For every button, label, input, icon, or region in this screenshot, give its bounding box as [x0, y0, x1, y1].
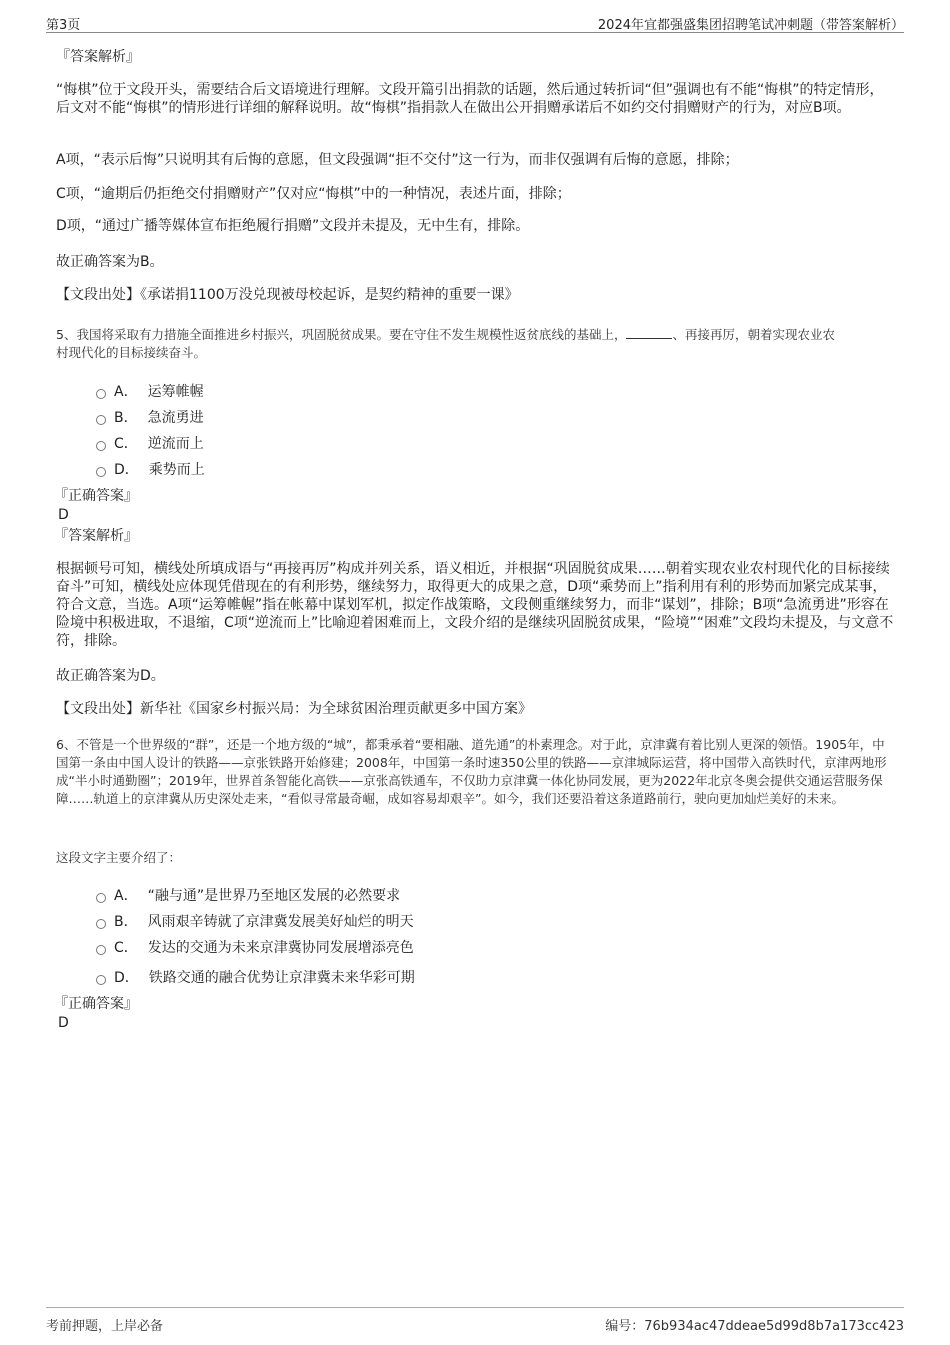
q6-question: 这段文字主要介绍了： [56, 850, 182, 865]
q5-option-c[interactable]: C． 逆流而上 [96, 433, 204, 453]
radio-icon[interactable] [96, 389, 106, 399]
q6-answer: D [58, 1015, 69, 1031]
q5-option-a[interactable]: A． 运筹帷幄 [96, 381, 204, 401]
radio-icon[interactable] [96, 893, 106, 903]
q5-answer: D [58, 507, 69, 523]
q4-option-c-note: C项，“逾期后仍拒绝交付捐赠财产”仅对应“悔棋”中的一种情况，表述片面，排除； [56, 186, 571, 202]
q6-stem: 6、不管是一个世界级的“群”，还是一个地方级的“城”，都秉承着“要相融、道先通”的朴素理念。对于此，京津冀有着比别人更深的领悟。1905年，中国第一条由中国人设计的铁路——京张铁路开始修建；2008年，中国第一条时速350公里的铁路——京津城际运营，将中国带入高铁时代，京津两地形成“半小时通勤圈”；2019年，世界首条智能化高铁——京张高铁通车，不仅助力京津冀一体化协同发展，更为2022年北京冬奥会提供交通运营服务保障……轨道上的京津冀从历史深处走来，“看似寻常最奇崛，成如容易却艰辛”。如今，我们还要沿着这条道路前行，驶向更加灿烂美好的未来。 [56, 737, 887, 806]
q5-option-d[interactable]: D． 乘势而上 [96, 459, 205, 479]
page-footer [46, 1307, 904, 1334]
q4-source: 【文段出处】《承诺捐1100万没兑现被母校起诉，是契约精神的重要一课》 [56, 287, 519, 303]
radio-icon[interactable] [96, 467, 106, 477]
radio-icon[interactable] [96, 945, 106, 955]
radio-icon[interactable] [96, 415, 106, 425]
q6-option-b[interactable]: B． 风雨艰辛铸就了京津冀发展美好灿烂的明天 [96, 911, 414, 931]
q4-analysis-text: “悔棋”位于文段开头，需要结合后文语境进行理解。文段开篇引出捐款的话题，然后通过转折词“但”强调也有不能“悔棋”的特定情形，后文对不能“悔棋”的情形进行详细的解释说明。故“悔棋”指捐款人在做出公开捐赠承诺后不如约交付捐赠财产的行为，对应B项。 [56, 82, 884, 116]
radio-icon[interactable] [96, 975, 106, 985]
q5-analysis-label: 『答案解析』 [54, 528, 138, 544]
q4-analysis-label: 『答案解析』 [56, 49, 140, 65]
q4-option-d-note: D项，“通过广播等媒体宣布拒绝履行捐赠”文段并未提及，无中生有，排除。 [56, 218, 530, 234]
q4-option-a-note: A项，“表示后悔”只说明其有后悔的意愿，但文段强调“拒不交付”这一行为，而非仅强调有后悔的意愿，排除； [56, 152, 739, 168]
q4-conclusion: 故正确答案为B。 [56, 254, 164, 270]
q5-analysis-text: 根据顿号可知，横线处所填成语与“再接再厉”构成并列关系，语义相近，并根据“巩固脱贫成果……朝着实现农业农村现代化的目标接续奋斗”可知，横线处应体现凭借现在的有利形势，继续努力，取得更大的成果之意，D项“乘势而上”指利用有利的形势而加紧完成某事，符合文意，当选。A项“运筹帷幄”指在帐幕中谋划军机，拟定作战策略，文段侧重继续努力，而非“谋划”，排除；B项“急流勇进”形容在险境中积极进取，不退缩，C项“逆流而上”比喻迎着困难而上，文段介绍的是继续巩固脱贫成果，“险境”“困难”文段均未提及，与文意不符，排除。 [56, 561, 894, 649]
q6-option-a[interactable]: A． “融与通”是世界乃至地区发展的必然要求 [96, 885, 400, 905]
q6-answer-label: 『正确答案』 [54, 996, 138, 1012]
q6-option-d[interactable]: D． 铁路交通的融合优势让京津冀未来华彩可期 [96, 967, 415, 987]
page-number: 第3页 [46, 18, 81, 33]
q5-blank [626, 326, 672, 339]
document-id: 编号：76b934ac47ddeae5d99d8b7a173cc423 [605, 1319, 904, 1334]
q5-answer-label: 『正确答案』 [54, 488, 138, 504]
q5-stem: 5、我国将采取有力措施全面推进乡村振兴，巩固脱贫成果。要在守住不发生规模性返贫底线的基础上， 、再接再厉，朝着实现农业农 村现代化的目标接续奋斗。 [56, 327, 835, 360]
page-header [46, 14, 904, 33]
radio-icon[interactable] [96, 919, 106, 929]
footer-slogan: 考前押题，上岸必备 [46, 1319, 164, 1334]
radio-icon[interactable] [96, 441, 106, 451]
q5-option-b[interactable]: B． 急流勇进 [96, 407, 204, 427]
q5-conclusion: 故正确答案为D。 [56, 668, 165, 684]
q5-source: 【文段出处】新华社《国家乡村振兴局：为全球贫困治理贡献更多中国方案》 [56, 701, 532, 717]
document-title: 2024年宜都强盛集团招聘笔试冲刺题（带答案解析） [597, 18, 904, 33]
q6-option-c[interactable]: C． 发达的交通为未来京津冀协同发展增添亮色 [96, 937, 414, 957]
